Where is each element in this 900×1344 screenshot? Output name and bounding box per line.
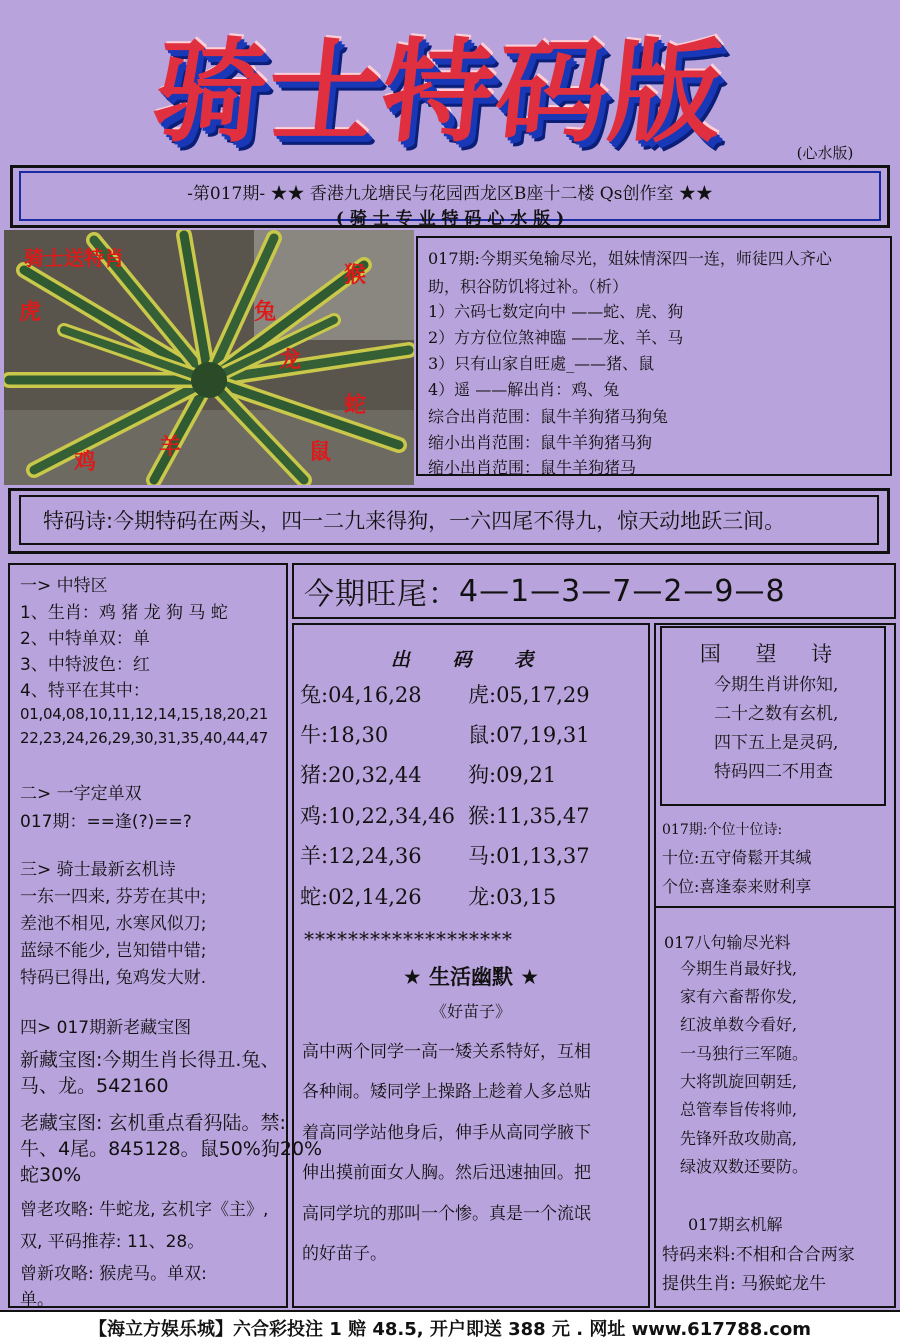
codes-box bbox=[292, 623, 650, 1308]
zodiac-monkey: 猴 bbox=[344, 263, 367, 288]
section-3-line: 一东一四来, 芬芳在其中; bbox=[20, 887, 207, 907]
code-cell: 羊:12,24,36 bbox=[300, 844, 422, 868]
eight-title: 017八句输尽光料 bbox=[664, 933, 791, 952]
analysis-box bbox=[416, 236, 892, 476]
units-line: 十位:五守倚鬆开其缄 bbox=[662, 848, 812, 867]
codes-title: 出 码 表 bbox=[390, 649, 552, 671]
analysis-line: 1）六码七数定向中 ——蛇、虎、狗 bbox=[428, 302, 684, 321]
section-3-line: 特码已得出, 兔鸡发大财. bbox=[20, 968, 207, 988]
code-cell: 狗:09,21 bbox=[468, 763, 557, 787]
units-line: 个位:喜逢泰来财利享 bbox=[662, 877, 812, 896]
analysis-line: 4）遥 ——解出肖：鸡、兔 bbox=[428, 380, 620, 399]
masthead bbox=[0, 0, 900, 165]
zodiac-goat: 羊 bbox=[159, 435, 182, 460]
section-4-line: 曾新攻略: 猴虎马。单双: bbox=[20, 1264, 207, 1284]
section-4-line: 曾老攻略: 牛蛇龙, 玄机字《主》, bbox=[20, 1200, 269, 1220]
analysis-line: 2）方方位位煞神臨 ——龙、羊、马 bbox=[428, 328, 684, 347]
analysis-line: 缩小出肖范围：鼠牛羊狗猪马狗 bbox=[428, 433, 653, 452]
guowang-box bbox=[660, 626, 886, 806]
section-1-line: 2、中特单双：单 bbox=[20, 629, 150, 649]
eight-line: 一马独行三军随。 bbox=[680, 1044, 809, 1063]
section-1-line: 4、特平在其中： bbox=[20, 681, 150, 701]
eight-line: 大将凯旋回朝廷, bbox=[680, 1072, 798, 1091]
analysis-line: 017期:今期买兔输尽光，姐妹情深四一连，师徒四人齐心 bbox=[428, 249, 832, 268]
masthead-title: 骑士特码版 bbox=[147, 27, 731, 158]
section-2-title: 二> 一字定单双 bbox=[20, 784, 142, 804]
wangwei-value: 4—1—3—7—2—9—8 bbox=[459, 573, 786, 609]
stars-divider: ******************* bbox=[304, 927, 513, 951]
xuanji-line: 特码来料:不相和合合两家 bbox=[662, 1245, 855, 1265]
section-1-line: 3、中特波色：红 bbox=[20, 655, 150, 675]
footer-banner: 【海立方娱乐城】六合彩投注 1 赔 48.5, 开户即送 388 元 . 网址 www.617788.com bbox=[0, 1310, 900, 1344]
analysis-line: 综合出肖范围：鼠牛羊狗猪马狗兔 bbox=[428, 407, 669, 426]
header-line-2: ( 骑 士 专 业 特 码 心 水 版 ) bbox=[335, 209, 565, 229]
left-column bbox=[8, 563, 323, 1310]
code-cell: 鼠:07,19,31 bbox=[468, 723, 590, 747]
eight-line: 今期生肖最好找, bbox=[680, 959, 798, 978]
code-cell: 牛:18,30 bbox=[300, 723, 389, 747]
story-line: 的好苗子。 bbox=[302, 1244, 387, 1264]
units-line: 017期:个位十位诗: bbox=[662, 822, 783, 838]
eight-line: 总管奉旨传将帅, bbox=[680, 1100, 798, 1119]
header-box bbox=[10, 165, 890, 228]
section-4-line: 马、龙。542160 bbox=[20, 1075, 169, 1097]
zodiac-rooster: 鸡 bbox=[74, 450, 97, 475]
zodiac-tiger: 虎 bbox=[19, 300, 42, 325]
eight-line: 家有六畜帮你发, bbox=[680, 987, 798, 1006]
code-cell: 马:01,13,37 bbox=[468, 844, 590, 868]
story-line: 各种闹。矮同学上操路上趁着人多总贴 bbox=[302, 1082, 591, 1102]
code-cell: 龙:03,15 bbox=[468, 885, 557, 909]
header-inner bbox=[19, 171, 881, 229]
guowang-line: 二十之数有玄机, bbox=[714, 704, 839, 724]
section-1-title: 一> 中特区 bbox=[20, 576, 108, 596]
section-1-line: 1、生肖：鸡 猪 龙 狗 马 蛇 bbox=[20, 603, 228, 623]
guowang-line: 特码四二不用查 bbox=[714, 762, 833, 782]
guowang-line: 今期生肖讲你知, bbox=[714, 675, 839, 695]
section-3-title: 三> 骑士最新玄机诗 bbox=[20, 860, 176, 880]
zodiac-snake: 蛇 bbox=[344, 393, 367, 418]
eight-line: 绿波双数还要防。 bbox=[680, 1157, 809, 1176]
xuanji-title: 017期玄机解 bbox=[688, 1215, 783, 1234]
plant-photo bbox=[4, 230, 414, 485]
zodiac-dragon: 龙 bbox=[279, 348, 302, 373]
story-line: 高中两个同学一高一矮关系特好，互相 bbox=[302, 1042, 591, 1062]
eight-line: 先锋歼敌攻勋高, bbox=[680, 1129, 798, 1148]
numbers-row-1: 01,04,08,10,11,12,14,15,18,20,21 bbox=[20, 705, 269, 723]
section-4-line: 新藏宝图:今期生肖长得丑.兔、 bbox=[20, 1049, 280, 1071]
section-4-line: 蛇30% bbox=[20, 1164, 82, 1186]
code-cell: 鸡:10,22,34,46 bbox=[300, 804, 455, 828]
story-line: 着高同学站他身后，伸手从高同学腋下 bbox=[302, 1123, 591, 1143]
analysis-line: 3）只有山家自旺處_——猪、鼠 bbox=[428, 354, 655, 373]
xuanji-line: 提供生肖: 马猴蛇龙牛 bbox=[662, 1274, 827, 1294]
humor-title: ★ 生活幽默 ★ bbox=[402, 965, 540, 989]
section-4-line: 双, 平码推荐: 11、28。 bbox=[20, 1232, 205, 1252]
section-2-line: 017期：==逢(?)==? bbox=[20, 812, 192, 832]
section-4-line: 单。 bbox=[20, 1290, 54, 1310]
numbers-row-2: 22,23,24,26,29,30,31,35,40,44,47 bbox=[20, 729, 269, 747]
wangwei-box bbox=[292, 563, 896, 619]
right-divider bbox=[656, 906, 894, 908]
story-line: 伸出摸前面女人胸。然后迅速抽回。把 bbox=[302, 1163, 591, 1183]
zodiac-rat: 鼠 bbox=[309, 440, 332, 465]
zodiac-rabbit: 兔 bbox=[254, 300, 277, 325]
header-line-1: -第017期- ★★ 香港九龙塘民与花园西龙区B座十二楼 Qs创作室 ★★ bbox=[187, 184, 713, 204]
code-cell: 猪:20,32,44 bbox=[300, 763, 422, 787]
story-title: 《好苗子》 bbox=[430, 1002, 511, 1021]
eight-line: 红波单数今看好, bbox=[680, 1015, 798, 1034]
section-4-line: 牛、4尾。845128。鼠50%狗20% bbox=[20, 1138, 323, 1160]
section-4-line: 老藏宝图: 玄机重点看犸陆。禁: bbox=[20, 1112, 286, 1134]
analysis-line: 助，积谷防饥将过补。（析） bbox=[428, 277, 629, 296]
edition-label: (心水版) bbox=[796, 144, 854, 162]
wangwei-label: 今期旺尾： bbox=[304, 577, 459, 612]
story-line: 高同学坑的那叫一个惨。真是一个流氓 bbox=[302, 1204, 591, 1224]
code-cell: 蛇:02,14,26 bbox=[300, 885, 422, 909]
analysis-line: 缩小出肖范围：鼠牛羊狗猪马 bbox=[428, 458, 637, 477]
photo-caption: 骑士送特肖 bbox=[24, 246, 124, 270]
guowang-line: 四下五上是灵码, bbox=[714, 733, 839, 753]
code-cell: 虎:05,17,29 bbox=[468, 683, 590, 707]
guowang-title: 国 望 诗 bbox=[699, 642, 847, 666]
poem-box bbox=[8, 488, 890, 554]
code-cell: 猴:11,35,47 bbox=[468, 804, 590, 828]
poem-text: 特码诗:今期特码在两头，四一二九来得狗，一六四尾不得九，惊天动地跃三间。 bbox=[19, 495, 879, 545]
section-3-line: 蓝绿不能少, 岂知错中错; bbox=[20, 941, 207, 961]
section-3-line: 差池不相见, 水寒风似刀; bbox=[20, 914, 207, 934]
code-cell: 兔:04,16,28 bbox=[300, 683, 422, 707]
section-4-title: 四> 017期新老藏宝图 bbox=[20, 1018, 192, 1038]
